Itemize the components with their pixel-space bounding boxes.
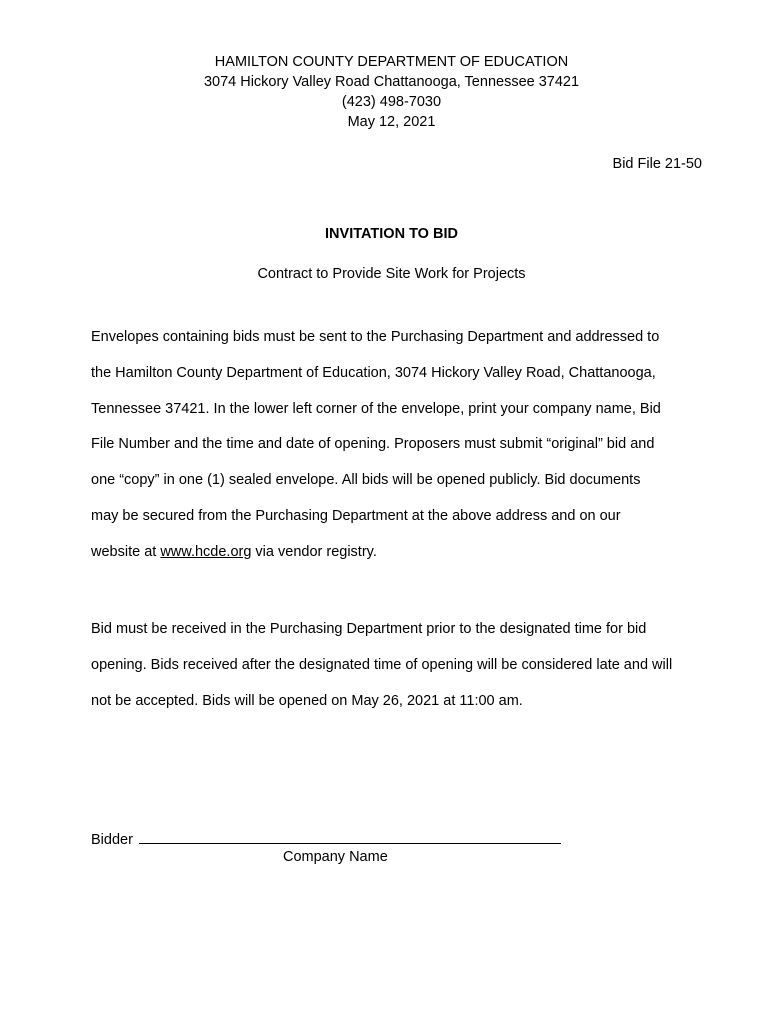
paragraph-line: may be secured from the Purchasing Department at the above address and on our bbox=[91, 507, 621, 524]
paragraph-line: not be accepted. Bids will be opened on May 26, 2021 at 11:00 am. bbox=[91, 692, 523, 709]
paragraph-line: the Hamilton County Department of Education, 3074 Hickory Valley Road, Chattanooga, bbox=[91, 364, 656, 381]
bidder-label: Bidder bbox=[91, 832, 133, 848]
letter-date: May 12, 2021 bbox=[347, 114, 436, 130]
line-suffix: via vendor registry. bbox=[251, 543, 377, 560]
line-prefix: website at bbox=[91, 543, 161, 560]
letterhead bbox=[0, 52, 770, 132]
document-subtitle: Contract to Provide Site Work for Projects bbox=[257, 266, 526, 282]
company-name-line[interactable] bbox=[139, 829, 561, 844]
deadline-paragraph bbox=[91, 612, 711, 719]
bid-file-number: Bid File 21-50 bbox=[612, 156, 702, 172]
paragraph-line: one “copy” in one (1) sealed envelope. All bids will be opened publicly. Bid documents bbox=[91, 472, 641, 489]
org-phone: (423) 498-7030 bbox=[341, 94, 442, 110]
paragraph-line: Envelopes containing bids must be sent to the Purchasing Department and addressed to bbox=[91, 329, 660, 345]
submission-instructions-paragraph bbox=[91, 320, 711, 571]
paragraph-line: File Number and the time and date of opening. Proposers must submit “original” bid and bbox=[91, 436, 655, 453]
org-name: HAMILTON COUNTY DEPARTMENT OF EDUCATION bbox=[214, 54, 569, 70]
org-address: 3074 Hickory Valley Road Chattanooga, Tennessee 37421 bbox=[203, 74, 580, 90]
document-title: INVITATION TO BID bbox=[325, 226, 458, 242]
paragraph-line: Bid must be received in the Purchasing Department prior to the designated time for bid bbox=[91, 621, 647, 637]
company-name-caption: Company Name bbox=[283, 849, 388, 865]
paragraph-line: opening. Bids received after the designated time of opening will be considered late and will bbox=[91, 656, 673, 673]
paragraph-line: Tennessee 37421. In the lower left corner of the envelope, print your company name, Bid bbox=[91, 400, 661, 417]
paragraph-line-last bbox=[91, 535, 711, 571]
website-link[interactable]: www.hcde.org bbox=[160, 543, 252, 560]
